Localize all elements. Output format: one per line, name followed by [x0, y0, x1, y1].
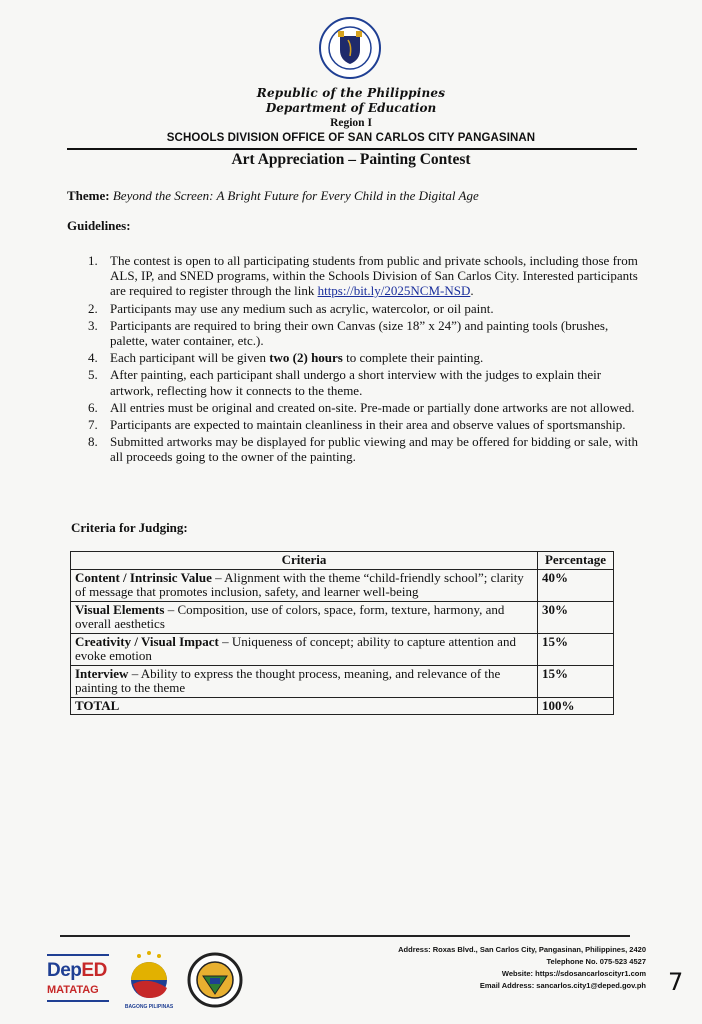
footer-logos — [45, 950, 243, 1010]
column-header-percentage: Percentage — [538, 552, 614, 570]
guideline-item: 6. All entries must be original and created on-site. Pre-made or partially done artworks are not allowed. — [88, 399, 635, 415]
criteria-heading: Criteria for Judging: — [71, 520, 188, 535]
contact-info — [398, 944, 646, 992]
guideline-item: 2. Participants may use any medium such as acrylic, watercolor, or oil paint. — [88, 300, 494, 316]
republic-heading: Republic of the Philippines — [256, 86, 446, 100]
bagong-pilipinas-logo: BAGONG PILIPINAS — [121, 950, 177, 1010]
table-header-row — [71, 552, 614, 570]
guidelines-heading: Guidelines: — [67, 218, 131, 233]
address: Address: Roxas Blvd., San Carlos City, Pangasinan, Philippines, 2420 — [398, 945, 646, 954]
guideline-item: 8. Submitted artworks may be displayed for public viewing and may be offered for bidding or sale, with all proceeds going to the owner of the painting. — [88, 434, 638, 465]
table-row: Content / Intrinsic Value – Alignment with the theme “child-friendly school”; clarity of message that promotes inclusion, safety, and learner well-being 40% — [71, 569, 614, 601]
region-heading: Region I — [330, 117, 372, 129]
criteria-table — [70, 551, 614, 715]
guideline-item: 3. Participants are required to bring their own Canvas (size 18” x 24”) and painting tools (brushes, palette, water container, etc.). — [88, 317, 609, 349]
deped-seal-icon — [318, 16, 382, 80]
guideline-item: 7. Participants are expected to maintain cleanliness in their area and observe values of sportsmanship. — [88, 417, 626, 433]
table-row: Visual Elements – Composition, use of colors, space, form, texture, harmony, and overall aesthetics 30% — [71, 601, 614, 633]
guideline-item: 4. Each participant will be given two (2) hours to complete their painting. — [88, 350, 484, 366]
table-total-row: TOTAL 100% — [71, 697, 614, 715]
guidelines-list — [88, 253, 638, 467]
header-divider — [67, 148, 637, 150]
guideline-item: 5. After painting, each participant shall undergo a short interview with the judges to explain their artwork, reflecting how it connects to the theme. — [88, 367, 602, 398]
theme-label: Theme: — [67, 188, 110, 203]
page-mark: 7 — [668, 968, 684, 996]
email: Email Address: sancarlos.city1@deped.gov.ph — [479, 981, 646, 990]
theme-line — [67, 188, 479, 204]
column-header-criteria: Criteria — [71, 552, 538, 570]
deped-matatag-logo: DepED MATATAG — [45, 950, 111, 1010]
table-row: Interview – Ability to express the thought process, meaning, and relevance of the painting to the theme 15% — [71, 665, 614, 697]
office-heading: SCHOOLS DIVISION OFFICE OF SAN CARLOS CITY PANGASINAN — [166, 132, 536, 144]
footer-divider — [60, 935, 630, 937]
guideline-item: 1. The contest is open to all participating students from public and private schools, including those from ALS, IP, and SNED programs, within the Schools Division of San Carlos City. Interested participants are required to register through the link https://bit.ly/2025NCM-NSD. — [88, 253, 638, 299]
registration-link[interactable]: https://bit.ly/2025NCM-NSD — [317, 283, 471, 299]
table-row: Creativity / Visual Impact – Uniqueness of concept; ability to capture attention and evoke emotion 15% — [71, 633, 614, 665]
theme-value: Beyond the Screen: A Bright Future for Every Child in the Digital Age — [112, 188, 479, 203]
division-seal-icon — [187, 952, 243, 1008]
website: Website: https://sdosancarloscityr1.com — [501, 969, 646, 978]
department-heading: Department of Education — [265, 101, 437, 115]
telephone: Telephone No. 075-523 4527 — [546, 957, 646, 966]
page-title: Art Appreciation – Painting Contest — [231, 151, 471, 168]
